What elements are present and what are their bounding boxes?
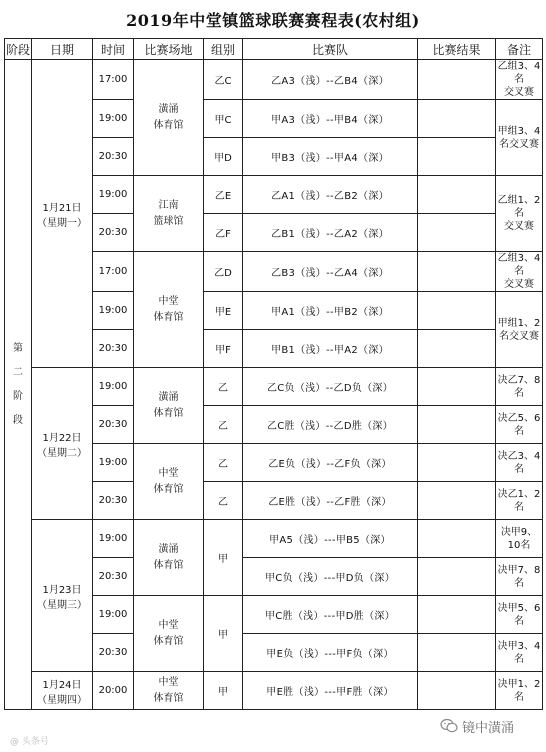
group-cell: 甲C [204, 100, 243, 138]
result-cell[interactable] [418, 634, 496, 672]
venue-line: 中堂 [158, 676, 179, 688]
result-cell[interactable] [418, 406, 496, 444]
note-cell: 决乙1、2名 [496, 482, 543, 520]
date-cell [32, 520, 93, 672]
match-cell: 甲B1（浅）--甲A2（深） [243, 330, 418, 368]
match-cell: 甲E负（浅）---甲F负（深） [243, 634, 418, 672]
result-cell[interactable] [418, 330, 496, 368]
result-cell[interactable] [418, 444, 496, 482]
time-cell: 19:00 [93, 444, 134, 482]
time-cell: 20:30 [93, 214, 134, 252]
match-cell: 乙E负（浅）--乙F负（深） [243, 444, 418, 482]
venue-line: 潢涌 [158, 103, 179, 115]
group-cell: 甲E [204, 292, 243, 330]
watermark-account-name: 镜中潢涌 [462, 720, 515, 736]
note-cell: 决甲7、8名 [496, 558, 543, 596]
match-cell: 甲A5（浅）---甲B5（深） [243, 520, 418, 558]
group-cell: 乙F [204, 214, 243, 252]
header-teams: 比赛队 [243, 39, 418, 60]
group-cell: 乙E [204, 176, 243, 214]
header-group: 组别 [204, 39, 243, 60]
venue-cell [134, 672, 204, 710]
watermark-left: @ 头条号 [10, 737, 49, 747]
venue-cell [134, 596, 204, 672]
venue-line: 体育馆 [153, 692, 184, 704]
date-cell [32, 60, 93, 368]
group-cell: 甲 [204, 596, 243, 672]
result-cell[interactable] [418, 672, 496, 710]
time-cell: 20:30 [93, 330, 134, 368]
venue-line: 中堂 [158, 467, 179, 479]
time-cell: 17:00 [93, 252, 134, 292]
stage-cell [5, 60, 32, 710]
match-cell: 乙A3（浅）--乙B4（深） [243, 60, 418, 100]
note-line: 交叉赛 [504, 87, 534, 98]
venue-line: 体育馆 [153, 483, 184, 495]
time-cell: 20:30 [93, 406, 134, 444]
match-cell: 甲A3（浅）--甲B4（深） [243, 100, 418, 138]
note-line: 乙组3、4名 [497, 253, 541, 277]
table-row [5, 672, 543, 710]
time-cell: 19:00 [93, 292, 134, 330]
note-cell: 决甲5、6名 [496, 596, 543, 634]
venue-cell [134, 252, 204, 368]
header-notes: 备注 [496, 39, 543, 60]
venue-cell [134, 368, 204, 444]
time-cell: 19:00 [93, 100, 134, 138]
venue-cell [134, 60, 204, 176]
header-date: 日期 [32, 39, 93, 60]
table-row [5, 520, 543, 558]
venue-line: 潢涌 [158, 391, 179, 403]
note-cell [496, 60, 543, 100]
group-cell: 乙C [204, 60, 243, 100]
match-cell: 甲E胜（浅）---甲F胜（深） [243, 672, 418, 710]
note-line: 甲组1、2 [497, 317, 541, 329]
note-cell: 决甲9、10名 [496, 520, 543, 558]
group-cell: 乙 [204, 368, 243, 406]
group-cell: 甲F [204, 330, 243, 368]
table-row [5, 368, 543, 406]
result-cell[interactable] [418, 60, 496, 100]
match-cell: 甲C胜（浅）---甲D胜（深） [243, 596, 418, 634]
time-cell: 20:30 [93, 558, 134, 596]
group-cell: 乙 [204, 444, 243, 482]
group-cell: 乙 [204, 482, 243, 520]
page-title: 2019年中堂镇篮球联赛赛程表(农村组) [126, 11, 420, 30]
match-cell: 乙E胜（浅）--乙F胜（深） [243, 482, 418, 520]
result-cell[interactable] [418, 558, 496, 596]
result-cell[interactable] [418, 520, 496, 558]
time-cell: 20:30 [93, 482, 134, 520]
group-cell: 乙 [204, 406, 243, 444]
venue-line: 江南 [158, 199, 179, 211]
note-line: 乙组3、4名 [497, 61, 541, 85]
match-cell: 乙A1（浅）--乙B2（深） [243, 176, 418, 214]
header-stage: 阶段 [5, 39, 32, 60]
stage-label: 第二阶段 [13, 342, 23, 426]
note-cell [496, 176, 543, 252]
venue-line: 体育馆 [153, 635, 184, 647]
time-cell: 20:30 [93, 634, 134, 672]
note-cell: 决甲3、4名 [496, 634, 543, 672]
date-label: 1月23日 [42, 584, 82, 596]
result-cell[interactable] [418, 252, 496, 292]
note-line: 交叉赛 [504, 279, 534, 290]
date-label: 1月21日 [42, 202, 82, 214]
group-cell: 甲D [204, 138, 243, 176]
note-line: 交叉赛 [504, 221, 534, 232]
weekday-label: （星期一） [37, 217, 87, 229]
venue-line: 体育馆 [153, 559, 184, 571]
note-cell: 决乙3、4名 [496, 444, 543, 482]
match-cell: 甲C负（浅）---甲D负（深） [243, 558, 418, 596]
time-cell: 19:00 [93, 596, 134, 634]
result-cell[interactable] [418, 482, 496, 520]
header-venue: 比赛场地 [134, 39, 204, 60]
result-cell[interactable] [418, 596, 496, 634]
note-line: 乙组1、2名 [497, 195, 541, 219]
note-cell [496, 252, 543, 292]
date-label: 1月24日 [42, 679, 82, 691]
note-cell: 决乙7、8名 [496, 368, 543, 406]
group-cell: 甲 [204, 520, 243, 596]
note-line: 名交叉赛 [499, 330, 539, 342]
result-cell[interactable] [418, 176, 496, 214]
header-time: 时间 [93, 39, 134, 60]
wechat-icon [440, 718, 458, 734]
note-line: 名交叉赛 [499, 138, 539, 150]
match-cell: 乙B1（浅）--乙A2（深） [243, 214, 418, 252]
venue-cell [134, 444, 204, 520]
venue-line: 篮球馆 [153, 215, 184, 227]
match-cell: 乙B3（浅）--乙A4（深） [243, 252, 418, 292]
note-cell: 决甲1、2名 [496, 672, 543, 710]
group-cell: 乙D [204, 252, 243, 292]
venue-cell [134, 520, 204, 596]
result-cell[interactable] [418, 100, 496, 138]
time-cell: 20:00 [93, 672, 134, 710]
result-cell[interactable] [418, 138, 496, 176]
note-line: 甲组3、4 [497, 125, 541, 137]
time-cell: 19:00 [93, 368, 134, 406]
weekday-label: （星期四） [37, 694, 87, 706]
watermark-right [436, 716, 518, 736]
match-cell: 乙C负（浅）--乙D负（深） [243, 368, 418, 406]
match-cell: 甲A1（浅）--甲B2（深） [243, 292, 418, 330]
note-cell: 决乙5、6名 [496, 406, 543, 444]
result-cell[interactable] [418, 214, 496, 252]
match-cell: 乙C胜（浅）--乙D胜（深） [243, 406, 418, 444]
weekday-label: （星期二） [37, 447, 87, 459]
result-cell[interactable] [418, 292, 496, 330]
time-cell: 20:30 [93, 138, 134, 176]
header-row [5, 39, 543, 60]
venue-line: 体育馆 [153, 407, 184, 419]
venue-line: 体育馆 [153, 119, 184, 131]
time-cell: 19:00 [93, 520, 134, 558]
schedule-table [4, 38, 543, 710]
header-result: 比赛结果 [418, 39, 496, 60]
date-cell [32, 672, 93, 710]
weekday-label: （星期三） [37, 599, 87, 611]
venue-line: 潢涌 [158, 543, 179, 555]
venue-line: 中堂 [158, 619, 179, 631]
time-cell: 17:00 [93, 60, 134, 100]
table-row [5, 60, 543, 100]
note-cell [496, 292, 543, 368]
date-label: 1月22日 [42, 432, 82, 444]
venue-cell [134, 176, 204, 252]
date-cell [32, 368, 93, 520]
match-cell: 甲B3（浅）--甲A4（深） [243, 138, 418, 176]
result-cell[interactable] [418, 368, 496, 406]
note-cell [496, 100, 543, 176]
time-cell: 19:00 [93, 176, 134, 214]
venue-line: 中堂 [158, 295, 179, 307]
venue-line: 体育馆 [153, 311, 184, 323]
group-cell: 甲 [204, 672, 243, 710]
